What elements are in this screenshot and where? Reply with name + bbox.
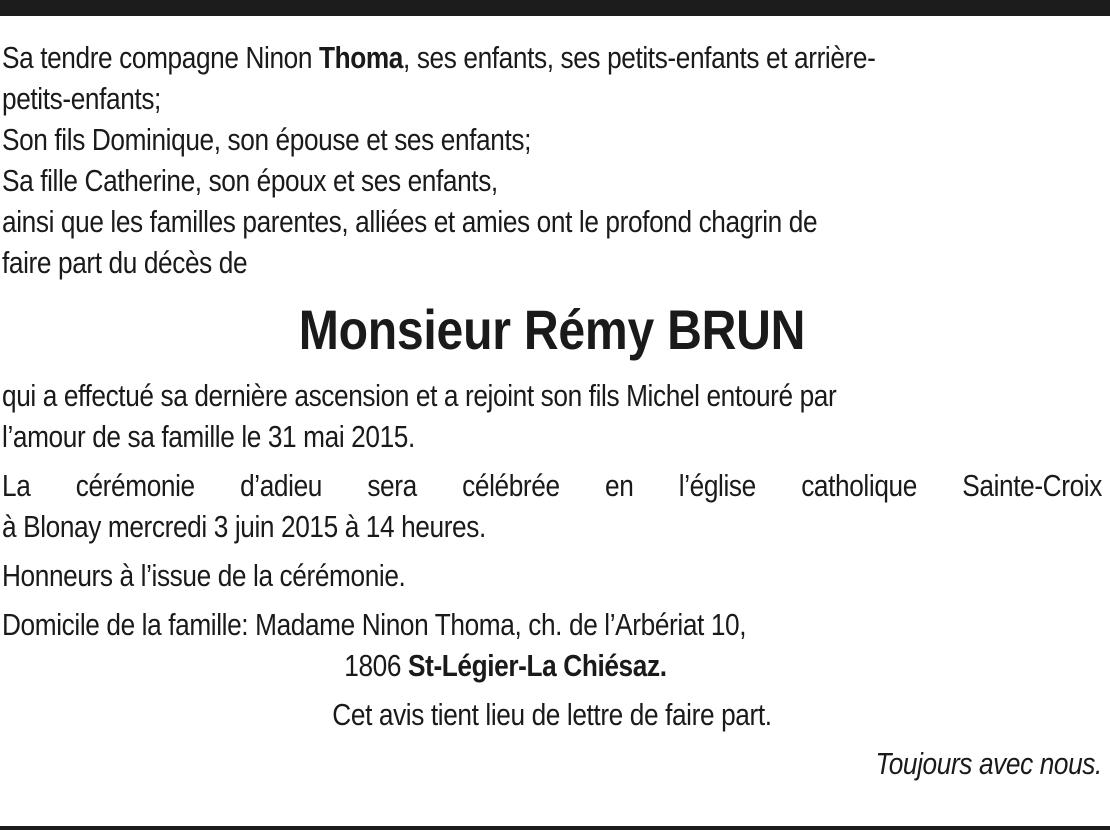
intro-text: Sa tendre compagne Ninon: [2, 41, 319, 75]
honours-line: Honneurs à l’issue de la cérémonie.: [2, 559, 406, 593]
closing-phrase: Toujours avec nous.: [875, 747, 1102, 781]
son-line: Son fils Dominique, son épouse et ses enfants;: [2, 123, 531, 157]
locality: St-Légier-La Chiésaz.: [407, 649, 667, 683]
daughter-line: Sa fille Catherine, son époux et ses enfants,: [2, 164, 498, 198]
notice-statement: Cet avis tient lieu de lettre de faire part.: [332, 698, 772, 732]
intro-text-continued: , ses enfants, ses petits-enfants et arrière-: [403, 41, 876, 75]
ascension-line-2: l’amour de sa famille le 31 mai 2015.: [2, 420, 415, 454]
ceremony-line: La cérémonie d’adieu sera célébrée en l’église catholique Sainte-Croix: [2, 469, 1102, 503]
ascension-line: qui a effectué sa dernière ascension et a rejoint son fils Michel entouré par: [2, 379, 837, 413]
obituary-notice: [2, 38, 1102, 785]
address-line: [2, 646, 1102, 687]
top-border-bar: [0, 0, 1110, 16]
intro-line: [2, 38, 1102, 79]
bottom-border-rule: [0, 826, 1110, 830]
ceremony-line-2: à Blonay mercredi 3 juin 2015 à 14 heures.: [2, 510, 486, 544]
companion-surname: Thoma: [318, 41, 404, 75]
domicile-line: Domicile de la famille: Madame Ninon Thoma, ch. de l’Arbériat 10,: [2, 608, 747, 642]
families-line-2: faire part du décès de: [2, 246, 248, 280]
postcode: 1806: [344, 649, 408, 683]
families-line: ainsi que les familles parentes, alliées et amies ont le profond chagrin de: [2, 205, 818, 239]
intro-line-2: petits-enfants;: [2, 82, 161, 116]
deceased-name: Monsieur Rémy BRUN: [298, 298, 806, 361]
